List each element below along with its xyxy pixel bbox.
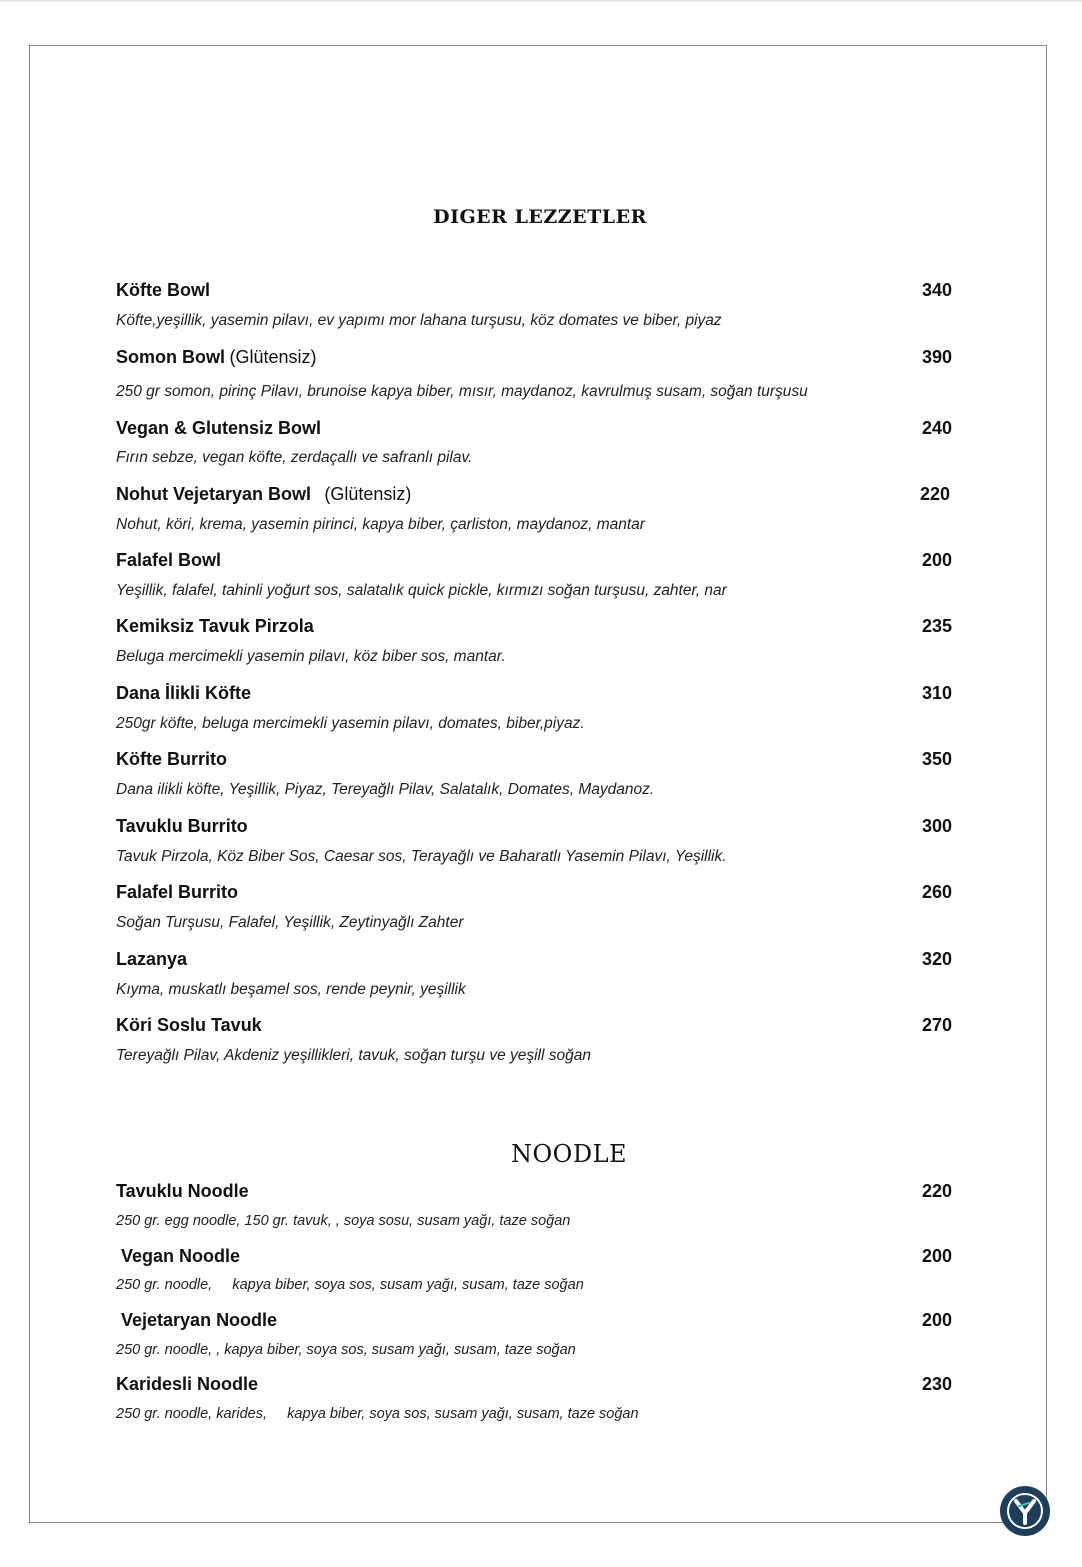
item-description: Fırın sebze, vegan köfte, zerdaçallı ve safranlı pilav. [116,449,473,466]
item-description: Nohut, köri, krema, yasemin pirinci, kapya biber, çarliston, maydanoz, mantar [116,516,645,533]
menu-item [116,747,956,800]
item-name: Vegan Noodle [121,1246,241,1266]
item-price: 300 [921,816,952,836]
item-description: 250 gr. egg noodle, 150 gr. tavuk, , soya sosu, susam yağı, taze soğan [116,1213,571,1229]
item-description: Kıyma, muskatlı beşamel sos, rende peynir, yeşillik [116,981,466,998]
menu-item [116,947,956,1000]
item-description: 250 gr. noodle, , kapya biber, soya sos, susam yağı, susam, taze soğan [116,1342,576,1358]
brand-logo-glyph-icon [1005,1491,1045,1531]
item-description: Köfte,yeşillik, yasemin pilavı, ev yapımı mor lahana turşusu, köz domates ve biber, piyaz [116,312,722,329]
section-title-noodle: NOODLE [510,1140,628,1168]
menu-item [116,278,956,331]
item-description: Dana ilikli köfte, Yeşillik, Piyaz, Tereyağlı Pilav, Salatalık, Domates, Maydanoz. [116,781,655,798]
item-price: 200 [921,550,952,570]
item-price: 390 [921,347,952,367]
item-description: Yeşillik, falafel, tahinli yoğurt sos, salatalık quick pickle, kırmızı soğan turşusu, zahter, nar [116,582,727,599]
item-description: Beluga mercimekli yasemin pilavı, köz biber sos, mantar. [116,648,506,665]
menu-item [116,1372,956,1424]
item-price: 340 [921,280,952,300]
item-name: Köfte Bowl [116,280,210,300]
item-name: Köfte Burrito [116,749,227,769]
item-name: Tavuklu Burrito [116,816,248,836]
item-price: 230 [921,1374,952,1394]
item-price: 270 [921,1015,952,1035]
menu-item [116,1308,956,1360]
menu-item [116,345,956,402]
menu-item [116,814,956,867]
item-name: Nohut Vejetaryan Bowl [116,484,312,504]
item-description: 250 gr. noodle, karides, kapya biber, soya sos, susam yağı, susam, taze soğan [116,1406,639,1422]
section-title-diger-lezzetler: DIGER LEZZETLER [433,206,647,228]
menu-item [116,482,956,535]
item-name: Lazanya [116,949,188,969]
item-price: 310 [921,683,952,703]
menu-item [116,880,956,933]
item-note: (Glütensiz) [229,347,317,367]
item-name: Falafel Bowl [116,550,222,570]
item-name: Vejetaryan Noodle [121,1310,278,1330]
menu-item [116,1244,956,1295]
item-description: Soğan Turşusu, Falafel, Yeşillik, Zeytinyağlı Zahter [116,914,464,931]
item-name: Köri Soslu Tavuk [116,1015,262,1035]
top-edge-line [0,0,1082,2]
menu-item [116,1013,956,1066]
item-name: Vegan & Glutensiz Bowl [116,418,322,438]
item-price: 220 [919,484,950,504]
item-description: 250 gr somon, pirinç Pilavı, brunoise kapya biber, mısır, maydanoz, kavrulmuş susam, soğan turşusu [116,383,808,400]
item-description: Tavuk Pirzola, Köz Biber Sos, Caesar sos, Terayağlı ve Baharatlı Yasemin Pilavı, Yeşillik. [116,848,727,865]
item-name: Kemiksiz Tavuk Pirzola [116,616,314,636]
item-name: Tavuklu Noodle [116,1181,249,1201]
item-name: Falafel Burrito [116,882,239,902]
item-name: Karidesli Noodle [116,1374,259,1394]
item-price: 235 [921,616,952,636]
item-price: 200 [921,1310,952,1330]
item-description: Tereyağlı Pilav, Akdeniz yeşillikleri, tavuk, soğan turşu ve yeşill soğan [116,1047,591,1064]
item-note: (Glütensiz) [324,484,412,504]
item-price: 240 [921,418,952,438]
item-description: 250gr köfte, beluga mercimekli yasemin pilavı, domates, biber,piyaz. [116,715,585,732]
menu-item [116,1179,956,1231]
menu-item [116,416,956,468]
menu-item [116,614,956,667]
menu-item [116,681,956,734]
brand-logo-icon [1000,1486,1050,1536]
item-name: Somon Bowl [116,347,225,367]
item-price: 320 [921,949,952,969]
item-name: Dana İlikli Köfte [116,683,252,703]
item-price: 220 [921,1181,952,1201]
item-price: 260 [921,882,952,902]
item-description: 250 gr. noodle, kapya biber, soya sos, susam yağı, susam, taze soğan [116,1277,584,1293]
item-price: 350 [921,749,952,769]
item-price: 200 [921,1246,952,1266]
menu-item [116,548,956,601]
